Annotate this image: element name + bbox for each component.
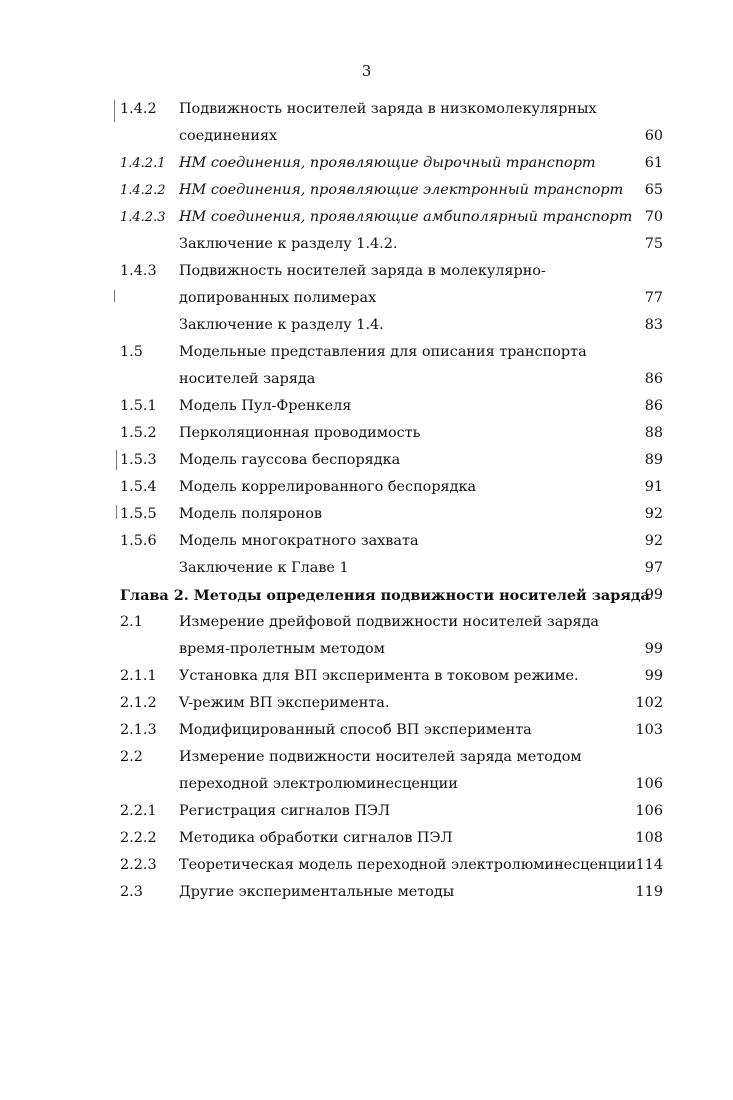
toc-section-number: 1.5.4 <box>120 479 157 495</box>
toc-entry <box>0 825 733 852</box>
toc-section-title: Модель Пул-Френкеля <box>179 398 352 414</box>
toc-page-number: 91 <box>644 479 663 495</box>
toc-entry <box>0 852 733 879</box>
toc-entry <box>0 231 733 258</box>
toc-page-number: 86 <box>644 371 663 387</box>
toc-page-number: 99 <box>644 668 663 684</box>
toc-section-number: 2.2.3 <box>120 857 157 873</box>
toc-page-number: 99 <box>644 587 663 603</box>
toc-section-title: допированных полимерах <box>179 290 377 306</box>
toc-section-title: Установка для ВП эксперимента в токовом режиме. <box>179 668 579 684</box>
toc-section-title: Заключение к Главе 1 <box>179 560 349 576</box>
toc-section-title: Модель гауссова беспорядка <box>179 452 401 468</box>
toc-page-number: 77 <box>644 290 663 306</box>
toc-entry <box>0 447 733 474</box>
toc-section-title: Перколяционная проводимость <box>179 425 421 441</box>
toc-section-title: Модельные представления для описания транспорта <box>179 344 587 360</box>
toc-section-number: 2.3 <box>120 884 143 900</box>
toc-section-number: 1.5.5 <box>120 506 157 522</box>
toc-section-title: НМ соединения, проявляющие дырочный транспорт <box>179 155 596 171</box>
toc-page-number: 119 <box>635 884 663 900</box>
toc-entry <box>0 258 733 285</box>
toc-entry <box>0 744 733 771</box>
toc-entry <box>0 204 733 231</box>
toc-page-number: 65 <box>644 182 663 198</box>
toc-entry <box>0 96 733 123</box>
toc-section-number: 1.5.6 <box>120 533 157 549</box>
toc-section-number: 1.5 <box>120 344 143 360</box>
toc-page-number: 89 <box>644 452 663 468</box>
toc-entry <box>0 798 733 825</box>
toc-section-number: 2.1.3 <box>120 722 157 738</box>
toc-section-number: 1.4.2 <box>120 101 157 117</box>
toc-entry <box>0 690 733 717</box>
toc-entry <box>0 879 733 906</box>
toc-section-title: Подвижность носителей заряда в молекулярно- <box>179 263 546 279</box>
toc-section-number: 2.1.2 <box>120 695 157 711</box>
toc-page-number: 75 <box>644 236 663 252</box>
toc-section-title: Регистрация сигналов ПЭЛ <box>179 803 391 819</box>
toc-section-title: НМ соединения, проявляющие амбиполярный транспорт <box>179 209 633 225</box>
toc-entry <box>0 555 733 582</box>
toc-entry <box>0 420 733 447</box>
toc-entry <box>0 609 733 636</box>
toc-section-number: 2.1 <box>120 614 143 630</box>
toc-section-title: переходной электролюминесценции <box>179 776 458 792</box>
toc-section-title: Измерение дрейфовой подвижности носителей заряда <box>179 614 600 630</box>
toc-section-number: 1.4.3 <box>120 263 157 279</box>
toc-entry <box>0 312 733 339</box>
toc-entry <box>0 663 733 690</box>
toc-section-title: Модифицированный способ ВП эксперимента <box>179 722 532 738</box>
toc-page-number: 102 <box>635 695 663 711</box>
scan-artifact <box>116 505 117 519</box>
toc-section-number: 2.1.1 <box>120 668 157 684</box>
toc-section-title: Модель коррелированного беспорядка <box>179 479 477 495</box>
toc-page-number: 61 <box>644 155 663 171</box>
toc-section-title: носителей заряда <box>179 371 316 387</box>
toc-section-number: 2.2.2 <box>120 830 157 846</box>
toc-section-title: Глава 2. Методы определения подвижности носителей заряда <box>120 587 650 604</box>
toc-page-number: 88 <box>644 425 663 441</box>
toc-page-number: 60 <box>644 128 663 144</box>
toc-page-number: 97 <box>644 560 663 576</box>
toc-page-number: 86 <box>644 398 663 414</box>
toc-page-number: 114 <box>635 857 663 873</box>
toc-section-title: Заключение к разделу 1.4.2. <box>179 236 398 252</box>
toc-entry <box>0 123 733 150</box>
toc-entry <box>0 285 733 312</box>
toc-entry <box>0 771 733 798</box>
toc-page-number: 108 <box>635 830 663 846</box>
toc-entry <box>0 339 733 366</box>
toc-entry <box>0 150 733 177</box>
toc-entry <box>0 528 733 555</box>
toc-page-number: 106 <box>635 803 663 819</box>
toc-page-number: 92 <box>644 533 663 549</box>
scan-artifact <box>114 290 115 302</box>
toc-entry <box>0 501 733 528</box>
toc-section-title: Подвижность носителей заряда в низкомолекулярных <box>179 101 597 117</box>
toc-entry <box>0 393 733 420</box>
toc-page-number: 70 <box>644 209 663 225</box>
toc-entry <box>0 366 733 393</box>
toc-section-number: 1.5.2 <box>120 425 157 441</box>
toc-section-number: 1.4.2.2 <box>120 183 166 198</box>
toc-section-title: НМ соединения, проявляющие электронный транспорт <box>179 182 624 198</box>
toc-chapter-heading <box>0 582 733 609</box>
page-number: 3 <box>361 62 372 80</box>
toc-page-number: 99 <box>644 641 663 657</box>
toc-section-number: 2.2.1 <box>120 803 157 819</box>
toc-entry <box>0 636 733 663</box>
toc-section-number: 2.2 <box>120 749 143 765</box>
toc-section-title: Измерение подвижности носителей заряда методом <box>179 749 582 765</box>
toc-page-number: 92 <box>644 506 663 522</box>
toc-section-title: Модель поляронов <box>179 506 323 522</box>
toc-entry <box>0 474 733 501</box>
table-of-contents <box>0 96 733 906</box>
toc-entry <box>0 717 733 744</box>
toc-section-title: Теоретическая модель переходной электролюминесценции <box>179 857 637 873</box>
toc-page-number: 83 <box>644 317 663 333</box>
toc-section-title: Заключение к разделу 1.4. <box>179 317 384 333</box>
toc-page-number: 106 <box>635 776 663 792</box>
toc-section-title: время-пролетным методом <box>179 641 385 657</box>
toc-section-number: 1.5.1 <box>120 398 157 414</box>
toc-section-title: Модель многократного захвата <box>179 533 419 549</box>
toc-section-title: соединениях <box>179 128 278 144</box>
scan-artifact <box>114 100 115 122</box>
toc-entry <box>0 177 733 204</box>
toc-section-title: Другие экспериментальные методы <box>179 884 455 900</box>
toc-section-title: Методика обработки сигналов ПЭЛ <box>179 830 453 846</box>
toc-section-title: V-режим ВП эксперимента. <box>179 695 390 711</box>
toc-section-number: 1.4.2.3 <box>120 210 166 225</box>
toc-section-number: 1.4.2.1 <box>120 156 166 171</box>
scan-artifact <box>116 450 117 470</box>
toc-page-number: 103 <box>635 722 663 738</box>
toc-section-number: 1.5.3 <box>120 452 157 468</box>
